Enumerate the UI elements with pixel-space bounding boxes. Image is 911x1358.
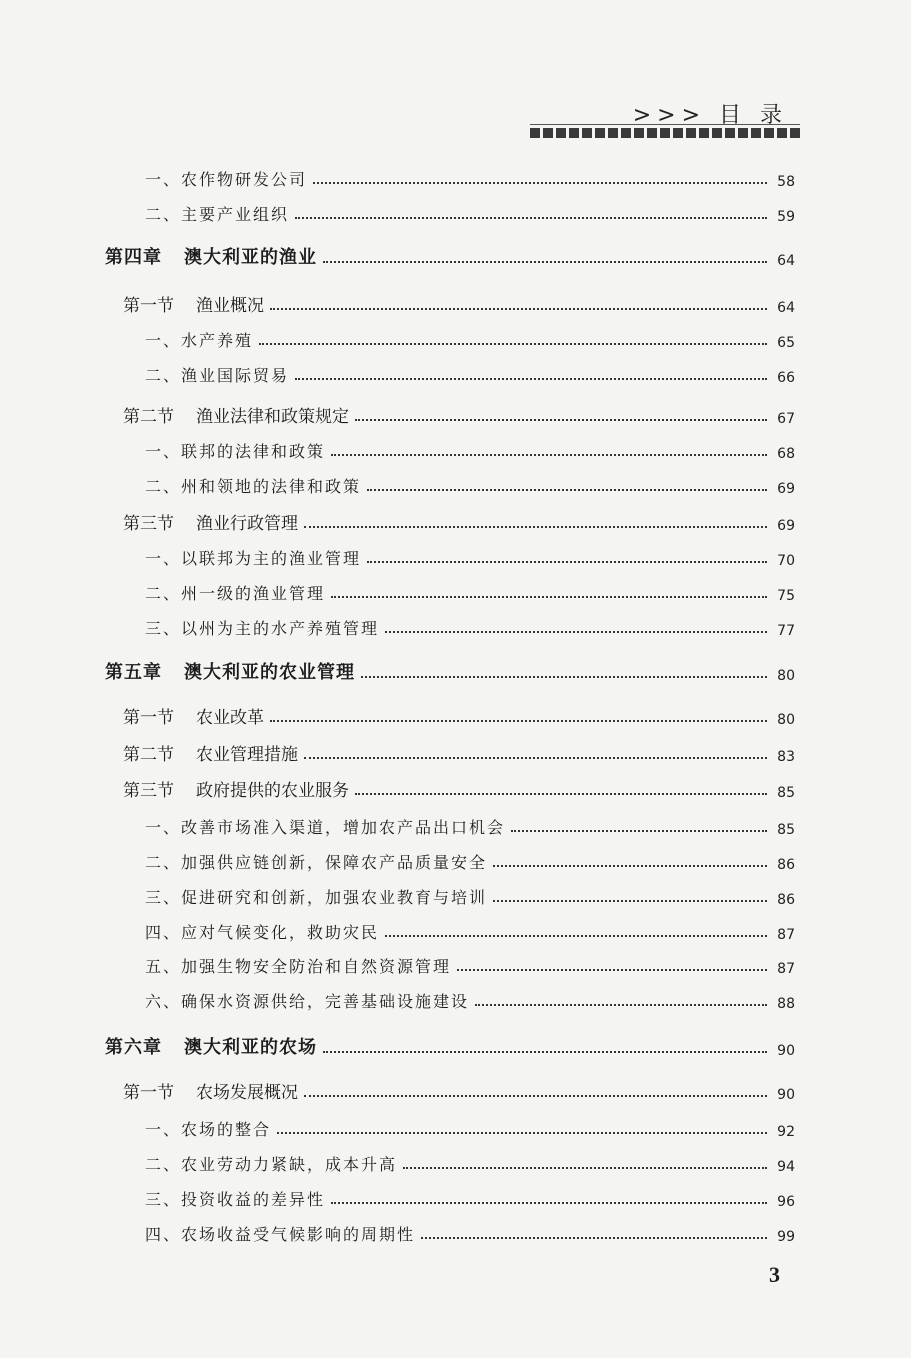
toc-entry-item [105,1145,795,1175]
toc-entry-title: 二、渔业国际贸易 [145,366,290,385]
dot-leader [385,630,767,633]
toc-entry-label [105,1187,325,1210]
toc-entry-page: 68 [777,446,795,462]
toc-entry-page: 67 [777,411,795,427]
toc-entry-number: 第五章 [105,662,162,683]
toc-entry-item [105,432,795,462]
toc-entry-label [105,850,487,873]
toc-entry-page: 99 [777,1229,795,1245]
dot-leader [475,1003,767,1006]
toc-entry-title: 一、改善市场准入渠道，增加农产品出口机会 [145,818,506,837]
dot-leader [457,968,767,971]
toc-entry-page: 85 [777,785,795,801]
toc-entry-title: 二、农业劳动力紧缺，成本升高 [145,1155,398,1174]
toc-entry-page: 87 [777,927,795,943]
toc-entry-item [105,947,795,977]
dot-leader [304,525,767,528]
toc-entry-item [105,913,795,943]
toc-entry-number: 第三节 [123,781,174,801]
toc-entry-item [105,321,795,351]
toc-entry-page: 96 [777,1194,795,1210]
toc-entry-label [105,740,298,765]
dot-leader [493,899,767,902]
toc-entry-label [105,1117,271,1140]
toc-entry-section [105,1073,795,1103]
toc-entry-label [105,658,355,684]
toc-entry-item [105,574,795,604]
toc-entry-page: 90 [777,1043,795,1059]
toc-entry-label [105,167,307,190]
toc-entry-page: 65 [777,335,795,351]
toc-entry-item [105,1180,795,1210]
toc-entry-section [105,397,795,427]
toc-entry-item [105,808,795,838]
toc-entry-title: 二、主要产业组织 [145,205,290,224]
toc-entry-title: 四、农场收益受气候影响的周期性 [145,1225,416,1244]
toc-entry-title: 澳大利亚的农场 [184,1037,317,1058]
toc-entry-page: 64 [777,253,795,269]
toc-entry-page: 86 [777,892,795,908]
dot-leader [493,864,767,867]
toc-entry-title: 澳大利亚的农业管理 [184,662,355,683]
dot-leader [421,1236,767,1239]
dot-leader [323,1050,767,1053]
dot-leader [295,216,767,219]
dot-leader [331,453,767,456]
dot-leader [270,307,767,310]
toc-entry-number: 第一节 [123,1083,174,1103]
toc-entry-item [105,878,795,908]
toc-entry-section [105,504,795,534]
toc-entry-item [105,160,795,190]
header-decorative-bar [530,128,800,138]
running-header [100,96,800,146]
dot-leader [355,792,767,795]
toc-entry-title: 一、以联邦为主的渔业管理 [145,549,362,568]
toc-entry-label [105,776,349,801]
toc-entry-title: 三、投资收益的差异性 [145,1190,326,1209]
toc-entry-title: 三、以州为主的水产养殖管理 [145,619,380,638]
toc-entry-label [105,885,487,908]
toc-entry-label [105,1222,415,1245]
toc-entry-page: 58 [777,174,795,190]
toc-entry-label [105,439,325,462]
toc-entry-page: 75 [777,588,795,604]
toc-entry-title: 二、州一级的渔业管理 [145,584,326,603]
toc-entry-label [105,291,264,316]
toc-entry-page: 90 [777,1087,795,1103]
dot-leader [361,675,767,678]
toc-entry-title: 渔业概况 [196,296,264,316]
page-number: 3 [769,1262,780,1287]
toc-entry-page: 80 [777,668,795,684]
toc-entry-label [105,402,349,427]
dot-leader [331,595,767,598]
toc-entry-page: 83 [777,749,795,765]
toc-entry-item [105,609,795,639]
toc-entry-number: 第一节 [123,296,174,316]
toc-entry-page: 85 [777,822,795,838]
toc-entry-label [105,474,361,497]
toc-entry-page: 59 [777,209,795,225]
toc-entry-label [105,1078,298,1103]
dot-leader [367,488,767,491]
toc-entry-label [105,1152,397,1175]
toc-entry-chapter [105,1029,795,1059]
toc-entry-title: 一、水产养殖 [145,331,254,350]
dot-leader [277,1131,767,1134]
dot-leader [511,829,767,832]
dot-leader [304,756,767,759]
toc-entry-title: 一、联邦的法律和政策 [145,442,326,461]
toc-entry-label [105,202,289,225]
toc-entry-title: 五、加强生物安全防治和自然资源管理 [145,957,452,976]
toc-entry-number: 第二节 [123,745,174,765]
toc-entry-page: 69 [777,518,795,534]
toc-entry-title: 渔业法律和政策规定 [196,407,349,427]
toc-entry-title: 农场发展概况 [196,1083,298,1103]
toc-entry-label [105,815,505,838]
toc-entry-title: 政府提供的农业服务 [196,781,349,801]
dot-leader [367,560,767,563]
toc-entry-page: 86 [777,857,795,873]
header-title: >>> 目 录 [632,103,788,128]
toc-entry-label [105,509,298,534]
toc-entry-title: 农业改革 [196,708,264,728]
toc-entry-item [105,467,795,497]
toc-entry-title: 渔业行政管理 [196,514,298,534]
toc-entry-section [105,735,795,765]
toc-entry-section [105,698,795,728]
toc-entry-number: 第一节 [123,708,174,728]
toc-entry-chapter [105,654,795,684]
dot-leader [295,377,767,380]
toc-entry-page: 70 [777,553,795,569]
toc-entry-page: 77 [777,623,795,639]
toc-entry-label [105,920,379,943]
toc-entry-number: 第六章 [105,1037,162,1058]
dot-leader [385,934,767,937]
dot-leader [270,719,767,722]
toc-entry-title: 二、加强供应链创新，保障农产品质量安全 [145,853,488,872]
toc-entry-item [105,1215,795,1245]
toc-entry-item [105,539,795,569]
toc-entry-page: 94 [777,1159,795,1175]
toc-entry-title: 二、州和领地的法律和政策 [145,477,362,496]
dot-leader [403,1166,767,1169]
toc-entry-chapter [105,239,795,269]
toc-entry-title: 四、应对气候变化，救助灾民 [145,923,380,942]
toc-entry-title: 澳大利亚的渔业 [184,247,317,268]
dot-leader [304,1094,767,1097]
toc-entry-number: 第四章 [105,247,162,268]
dot-leader [259,342,767,345]
dot-leader [355,418,767,421]
toc-entry-label [105,328,253,351]
toc-entry-title: 三、促进研究和创新，加强农业教育与培训 [145,888,488,907]
toc-entry-number: 第三节 [123,514,174,534]
toc-entry-title: 六、确保水资源供给，完善基础设施建设 [145,992,470,1011]
toc-entry-item [105,1110,795,1140]
toc-entry-page: 69 [777,481,795,497]
toc-entry-label [105,954,451,977]
toc-entry-label [105,363,289,386]
toc-entry-label [105,243,317,269]
toc-entry-page: 92 [777,1124,795,1140]
toc-entry-label [105,703,264,728]
toc-entry-page: 64 [777,300,795,316]
toc-entry-item [105,843,795,873]
toc-entry-page: 88 [777,996,795,1012]
toc-entry-label [105,616,379,639]
toc-entry-page: 87 [777,961,795,977]
toc-entry-title: 一、农作物研发公司 [145,170,308,189]
dot-leader [331,1201,767,1204]
toc-entry-label [105,546,361,569]
toc-entry-item [105,195,795,225]
toc-entry-label [105,581,325,604]
toc-entry-number: 第二节 [123,407,174,427]
dot-leader [313,181,767,184]
toc-entry-item [105,356,795,386]
dot-leader [323,260,767,263]
toc-entry-page: 66 [777,370,795,386]
toc-entry-item [105,982,795,1012]
toc-entry-section [105,771,795,801]
toc-entry-title: 农业管理措施 [196,745,298,765]
toc-entry-title: 一、农场的整合 [145,1120,272,1139]
toc-entry-page: 80 [777,712,795,728]
toc-entry-label [105,989,469,1012]
toc-entry-section [105,286,795,316]
toc-entry-label [105,1033,317,1059]
